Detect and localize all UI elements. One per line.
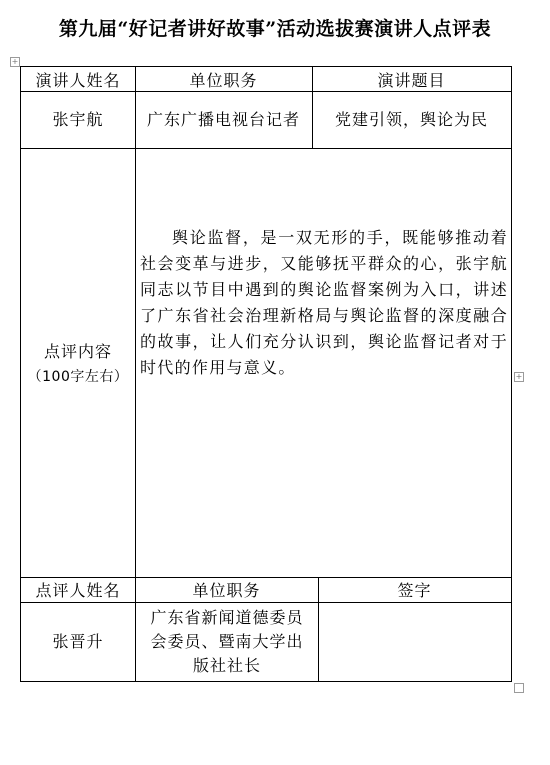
- speaker-position-header: 单位职务: [189, 70, 258, 90]
- reviewer-position-header: 单位职务: [192, 581, 261, 600]
- review-text[interactable]: 舆论监督，是一双无形的手，既能够推动着社会变革与进步，又能够抚平群众的心，张宇航同志以节目中遇到的舆论监督案例为入口，讲述了广东省社会治理新格局与舆论监督的深度融合的故事，让人们充分认识到，舆论监督记者对于时代的作用与意义。: [140, 228, 508, 377]
- reviewer-position-value[interactable]: 广东省新闻道德委员会委员、暨南大学出版社社长: [150, 607, 304, 675]
- reviewer-name-value[interactable]: 张晋升: [52, 631, 104, 651]
- speaker-name-header: 演讲人姓名: [35, 70, 121, 90]
- speech-topic-header: 演讲题目: [377, 70, 446, 90]
- speaker-position-value[interactable]: 广东广播电视台记者: [146, 109, 300, 129]
- form-title: 第九届“好记者讲好故事”活动选拔赛演讲人点评表: [58, 18, 492, 40]
- review-label: 点评内容: [43, 342, 112, 361]
- signature-header: 签字: [397, 581, 432, 600]
- speech-topic-value[interactable]: 党建引领，舆论为民: [334, 109, 488, 129]
- table-move-handle-icon[interactable]: +: [11, 57, 19, 66]
- add-column-handle-icon[interactable]: +: [515, 372, 523, 381]
- speaker-name-value[interactable]: 张宇航: [52, 109, 104, 129]
- signature-field[interactable]: [318, 602, 511, 681]
- table-resize-handle-icon[interactable]: [514, 683, 524, 693]
- review-label-cell: [21, 148, 135, 577]
- reviewer-name-header: 点评人姓名: [35, 581, 121, 600]
- review-sublabel: （100字左右）: [27, 369, 129, 385]
